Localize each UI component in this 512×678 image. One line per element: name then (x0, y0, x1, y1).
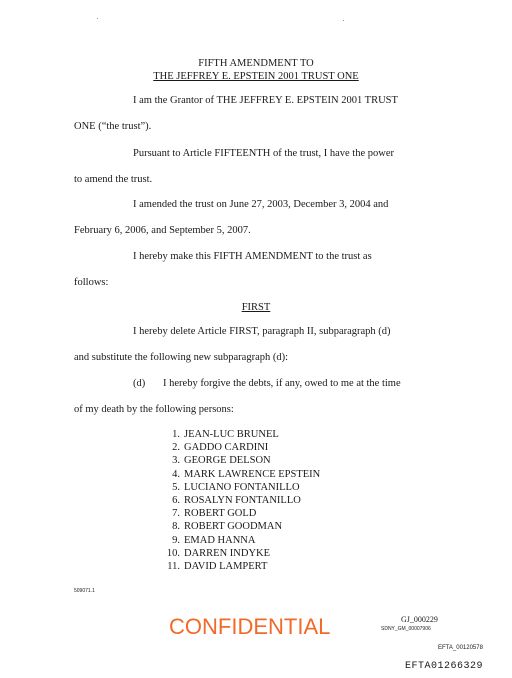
document-code: 509071.1 (74, 588, 95, 594)
list-item-number: 8. (172, 521, 180, 533)
title-line-1: FIFTH AMENDMENT TO (198, 58, 314, 69)
list-item-name: EMAD HANNA (184, 534, 256, 546)
efta-main-stamp: EFTA01266329 (405, 661, 484, 672)
paragraph-2-line-2: to amend the trust. (74, 174, 153, 185)
list-item (164, 547, 320, 560)
paragraph-6-line-1: I hereby forgive the debts, if any, owed to me at the time (163, 378, 401, 389)
list-item-number: 1. (172, 429, 180, 440)
list-item (164, 560, 320, 573)
section-heading-first: FIRST (241, 302, 271, 313)
title-line-2: THE JEFFREY E. EPSTEIN 2001 TRUST ONE (153, 71, 359, 82)
list-item (164, 454, 320, 467)
list-item-name: DARREN INDYKE (184, 547, 271, 559)
paragraph-3-line-1: I amended the trust on June 27, 2003, December 3, 2004 and (133, 199, 389, 210)
list-item-number: 2. (172, 442, 180, 454)
paragraph-1-line-2: ONE (“the trust”). (74, 121, 152, 132)
list-item (164, 428, 320, 441)
bates-sdny: SDNY_GM_00007906 (381, 626, 431, 632)
paragraph-4-line-2: follows: (74, 277, 109, 288)
list-item (164, 520, 320, 533)
list-item (164, 441, 320, 454)
list-item (164, 534, 320, 547)
paragraph-3-line-2: February 6, 2006, and September 5, 2007. (74, 225, 251, 236)
list-item-number: 11. (167, 561, 180, 573)
list-item-name: JEAN-LUC BRUNEL (184, 429, 279, 440)
list-item (164, 481, 320, 494)
list-item-name: GADDO CARDINI (184, 442, 269, 454)
paragraph-2-line-1: Pursuant to Article FIFTEENTH of the trust, I have the power (133, 148, 394, 159)
list-item (164, 507, 320, 520)
list-item-number: 3. (172, 455, 180, 467)
list-item-number: 6. (172, 495, 180, 507)
list-item-name: DAVID LAMPERT (184, 561, 268, 573)
list-item (164, 494, 320, 507)
paragraph-5-line-1: I hereby delete Article FIRST, paragraph II, subparagraph (d) (133, 326, 391, 337)
list-item-number: 10. (166, 547, 180, 559)
list-item-number: 9. (172, 534, 180, 546)
list-item-name: GEORGE DELSON (184, 455, 271, 467)
confidential-stamp: CONFIDENTIAL (169, 614, 331, 639)
bates-gj: GJ_000229 (401, 615, 438, 624)
scan-speck (343, 20, 344, 21)
list-item-name: LUCIANO FONTANILLO (184, 481, 300, 493)
paragraph-1-line-1: I am the Grantor of THE JEFFREY E. EPSTEIN 2001 TRUST (133, 95, 398, 106)
list-item-name: ROBERT GOODMAN (184, 521, 283, 533)
list-item-number: 5. (172, 481, 180, 493)
paragraph-5-line-2: and substitute the following new subparagraph (d): (74, 352, 289, 363)
efta-small-stamp: EFTA_00120578 (438, 645, 483, 651)
list-item (164, 468, 320, 481)
list-item-name: ROSALYN FONTANILLO (184, 495, 301, 507)
persons-list (164, 428, 320, 573)
subparagraph-label: (d) (133, 378, 146, 389)
list-item-name: MARK LAWRENCE EPSTEIN (184, 468, 321, 480)
paragraph-6-line-2: of my death by the following persons: (74, 404, 234, 415)
scan-speck (97, 18, 98, 19)
list-item-number: 4. (172, 468, 180, 480)
list-item-name: ROBERT GOLD (184, 508, 257, 520)
paragraph-4-line-1: I hereby make this FIFTH AMENDMENT to the trust as (133, 251, 372, 262)
list-item-number: 7. (172, 508, 180, 520)
